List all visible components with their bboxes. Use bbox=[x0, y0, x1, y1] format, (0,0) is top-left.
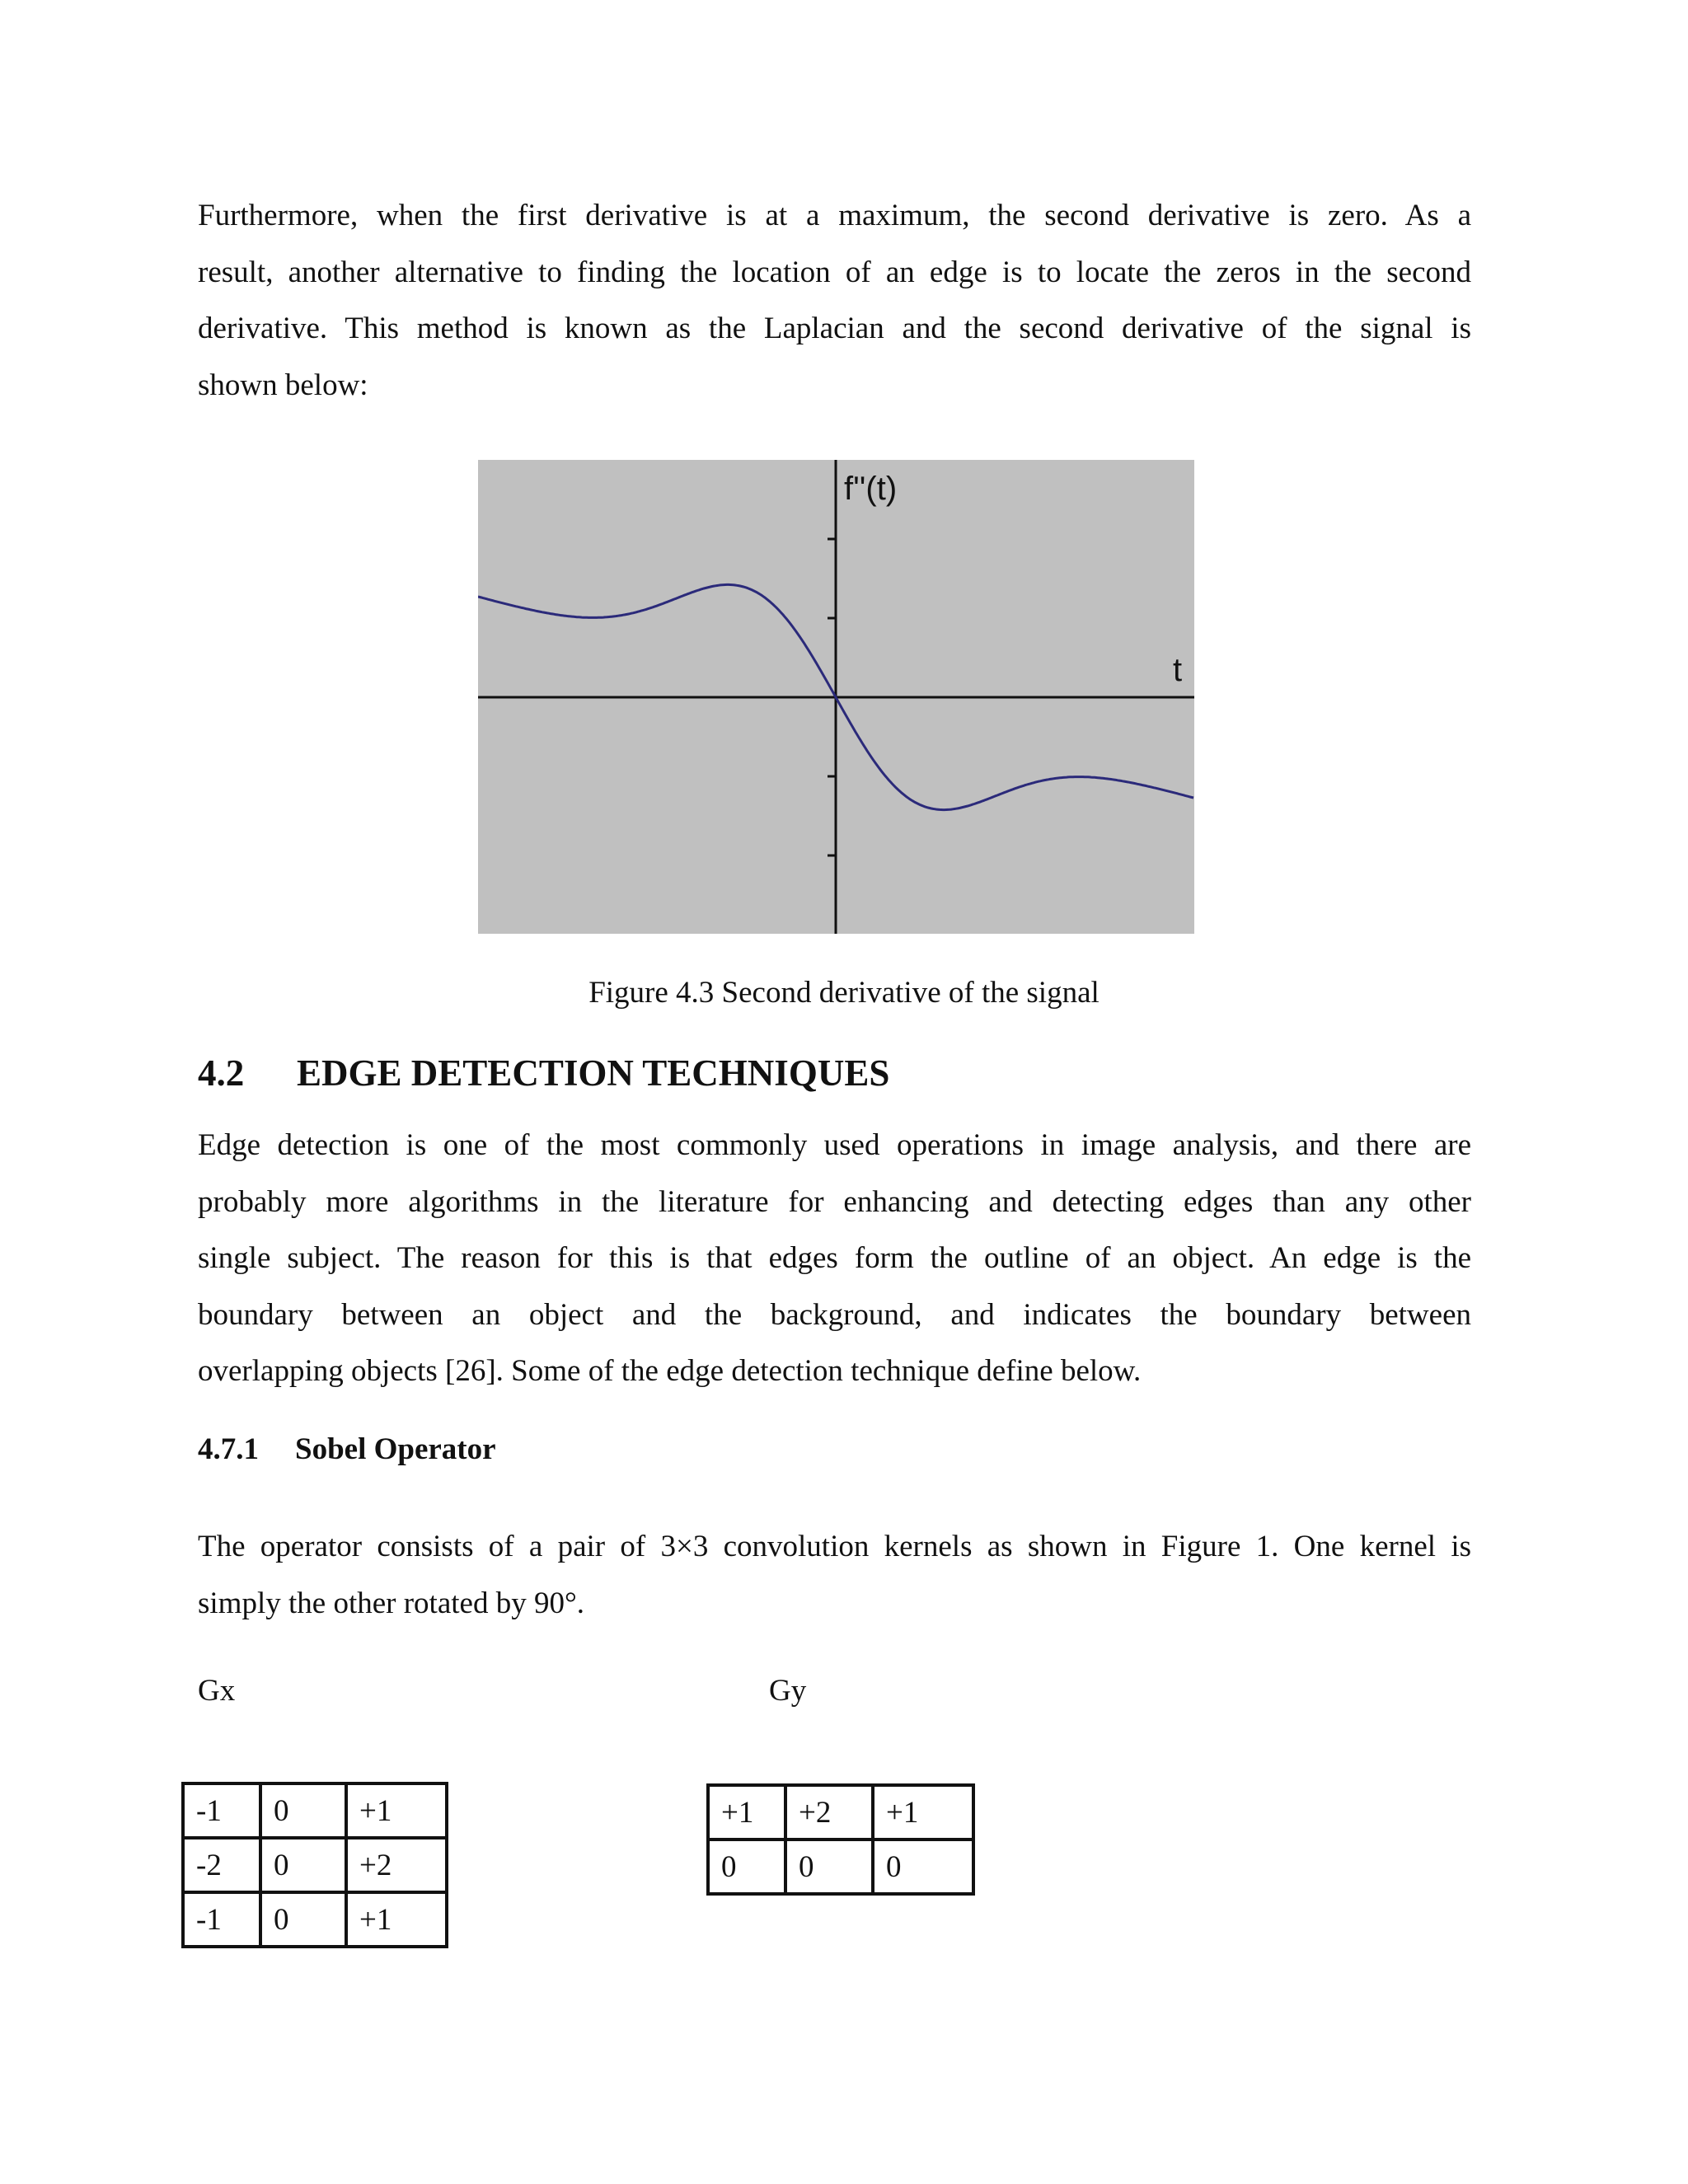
gx-label: Gx bbox=[198, 1674, 236, 1708]
table-cell: -1 bbox=[183, 1783, 260, 1838]
section-heading-4-2 bbox=[198, 1052, 889, 1094]
x-axis-label: t bbox=[1173, 652, 1183, 688]
table-cell: -1 bbox=[183, 1892, 260, 1947]
table-cell: 0 bbox=[873, 1840, 973, 1894]
subsection-title: Sobel Operator bbox=[295, 1432, 496, 1466]
table-cell: 0 bbox=[708, 1840, 785, 1894]
table-cell: +2 bbox=[346, 1838, 447, 1892]
section-number: 4.2 bbox=[198, 1052, 245, 1094]
text-line: Edge detection is one of the most commonly used operations in image analysis, and there are bbox=[198, 1128, 1471, 1162]
second-derivative-figure bbox=[478, 460, 1194, 934]
table-cell: +2 bbox=[785, 1785, 873, 1840]
table-row bbox=[183, 1783, 447, 1838]
gy-kernel-table bbox=[706, 1783, 975, 1896]
gy-label: Gy bbox=[769, 1674, 807, 1708]
table-cell: 0 bbox=[260, 1892, 346, 1947]
table-cell: -2 bbox=[183, 1838, 260, 1892]
table-row bbox=[183, 1892, 447, 1947]
y-axis-label: f''(t) bbox=[844, 471, 898, 507]
text-line: probably more algorithms in the literature for enhancing and detecting edges than any other bbox=[198, 1184, 1471, 1219]
table-row bbox=[708, 1840, 973, 1894]
text-line: simply the other rotated by 90°. bbox=[198, 1586, 584, 1620]
gx-kernel-table bbox=[181, 1782, 448, 1948]
table-row bbox=[183, 1838, 447, 1892]
subsection-number: 4.7.1 bbox=[198, 1432, 259, 1466]
table-row bbox=[708, 1785, 973, 1840]
section-title: EDGE DETECTION TECHNIQUES bbox=[297, 1052, 890, 1094]
figure-caption: Figure 4.3 Second derivative of the signal bbox=[588, 976, 1100, 1010]
table-cell: +1 bbox=[346, 1783, 447, 1838]
text-line: derivative. This method is known as the Laplacian and the second derivative of the signal is bbox=[198, 312, 1471, 345]
text-line: shown below: bbox=[198, 368, 368, 402]
table-cell: +1 bbox=[346, 1892, 447, 1947]
text-line: single subject. The reason for this is that edges form the outline of an object. An edge is the bbox=[198, 1241, 1471, 1275]
table-cell: +1 bbox=[708, 1785, 785, 1840]
table-cell: 0 bbox=[260, 1783, 346, 1838]
table-cell: 0 bbox=[785, 1840, 873, 1894]
paragraph-sobel bbox=[198, 1519, 1471, 1632]
text-line: overlapping objects [26]. Some of the edge detection technique define below. bbox=[198, 1354, 1142, 1388]
text-line: The operator consists of a pair of 3×3 convolution kernels as shown in Figure 1. One kernel is bbox=[198, 1530, 1471, 1563]
text-line: boundary between an object and the background, and indicates the boundary between bbox=[198, 1297, 1471, 1332]
paragraph-laplacian bbox=[198, 188, 1471, 414]
subsection-heading-4-7-1 bbox=[198, 1432, 496, 1467]
text-line: result, another alternative to finding the location of an edge is to locate the zeros in the second bbox=[198, 255, 1471, 289]
table-cell: +1 bbox=[873, 1785, 973, 1840]
text-line: Furthermore, when the first derivative is at a maximum, the second derivative is zero. As a bbox=[198, 199, 1471, 232]
table-cell: 0 bbox=[260, 1838, 346, 1892]
paragraph-edge-detection bbox=[198, 1118, 1471, 1400]
